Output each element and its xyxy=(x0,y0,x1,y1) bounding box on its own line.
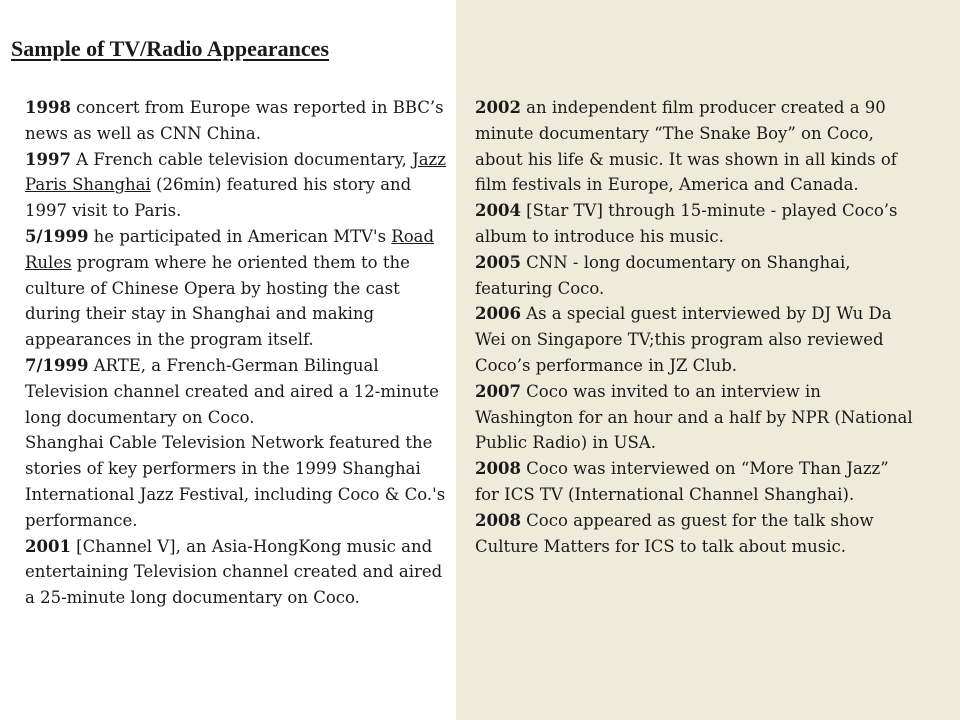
entry-7-1999 xyxy=(25,353,450,430)
entry-year: 2008 xyxy=(475,459,521,479)
entry-text: CNN - long documentary on Shanghai, featuring Coco. xyxy=(475,252,851,298)
page-title: Sample of TV/Radio Appearances xyxy=(11,36,330,61)
entry-2008-culture-matters xyxy=(475,508,915,560)
entry-text: program where he oriented them to the culture of Chinese Opera by hosting the cast during their stay in Shanghai and making appearances in the program itself. xyxy=(25,252,410,350)
entry-text: he participated in American MTV's xyxy=(88,226,392,246)
entry-2006 xyxy=(475,301,915,378)
entry-2001 xyxy=(25,534,450,611)
entry-text: A French cable television documentary, xyxy=(70,149,413,169)
left-column xyxy=(25,95,450,611)
entry-text: Coco was interviewed on “More Than Jazz” for ICS TV (International Channel Shanghai). xyxy=(475,459,889,504)
entry-2004 xyxy=(475,198,915,250)
entry-text: Shanghai Cable Television Network featured the stories of key performers in the 1999 Shanghai International Jazz Festival, including Coco & Co.'s performance. xyxy=(25,433,446,530)
entry-2007 xyxy=(475,379,915,456)
entry-5-1999 xyxy=(25,224,450,353)
documentary-title-link[interactable]: Jazz Paris Shanghai xyxy=(25,149,446,195)
entry-text: an independent film producer created a 90 minute documentary “The Snake Boy” on Coco, about his life & music. It was shown in all kinds of film festivals in Europe, America and Canada. xyxy=(475,98,897,195)
entry-1998 xyxy=(25,95,450,147)
entry-text: [Star TV] through 15-minute - played Coco’s album to introduce his music. xyxy=(475,201,898,246)
entry-text: As a special guest interviewed by DJ Wu Da Wei on Singapore TV;this program also reviewed Coco’s performance in JZ Club. xyxy=(475,304,892,375)
entry-year: 2001 xyxy=(25,536,71,556)
entry-year: 1998 xyxy=(25,98,71,117)
entry-text: Coco was invited to an interview in Washington for an hour and a half by NPR (National Public Radio) in USA. xyxy=(475,381,913,453)
entry-year: 2005 xyxy=(475,252,521,272)
entry-text: Coco appeared as guest for the talk show Culture Matters for ICS to talk about music. xyxy=(475,510,874,556)
entry-year: 2004 xyxy=(475,201,521,221)
entry-text: [Channel V], an Asia-HongKong music and entertaining Television channel created and aired a 25-minute long documentary on Coco. xyxy=(25,536,443,608)
entry-1997 xyxy=(25,147,450,224)
entry-year: 2006 xyxy=(475,304,521,324)
entry-year: 2007 xyxy=(475,381,521,401)
entry-2005 xyxy=(475,250,915,302)
entry-year: 2008 xyxy=(475,510,521,530)
entry-shanghai-cable xyxy=(25,430,450,533)
entry-2002 xyxy=(475,95,915,198)
entry-year: 2002 xyxy=(475,98,521,117)
entry-2008-ics xyxy=(475,456,915,508)
right-column xyxy=(475,95,915,559)
entry-year: 5/1999 xyxy=(25,226,89,246)
program-title-link[interactable]: Road Rules xyxy=(25,226,435,272)
entry-text: concert from Europe was reported in BBC’s news as well as CNN China. xyxy=(25,98,444,143)
entry-year: 1997 xyxy=(25,149,71,169)
entry-text: (26min) featured his story and 1997 visit to Paris. xyxy=(25,175,412,221)
entry-year: 7/1999 xyxy=(25,355,89,375)
entry-text: ARTE, a French-German Bilingual Television channel created and aired a 12-minute long documentary on Coco. xyxy=(25,355,439,427)
